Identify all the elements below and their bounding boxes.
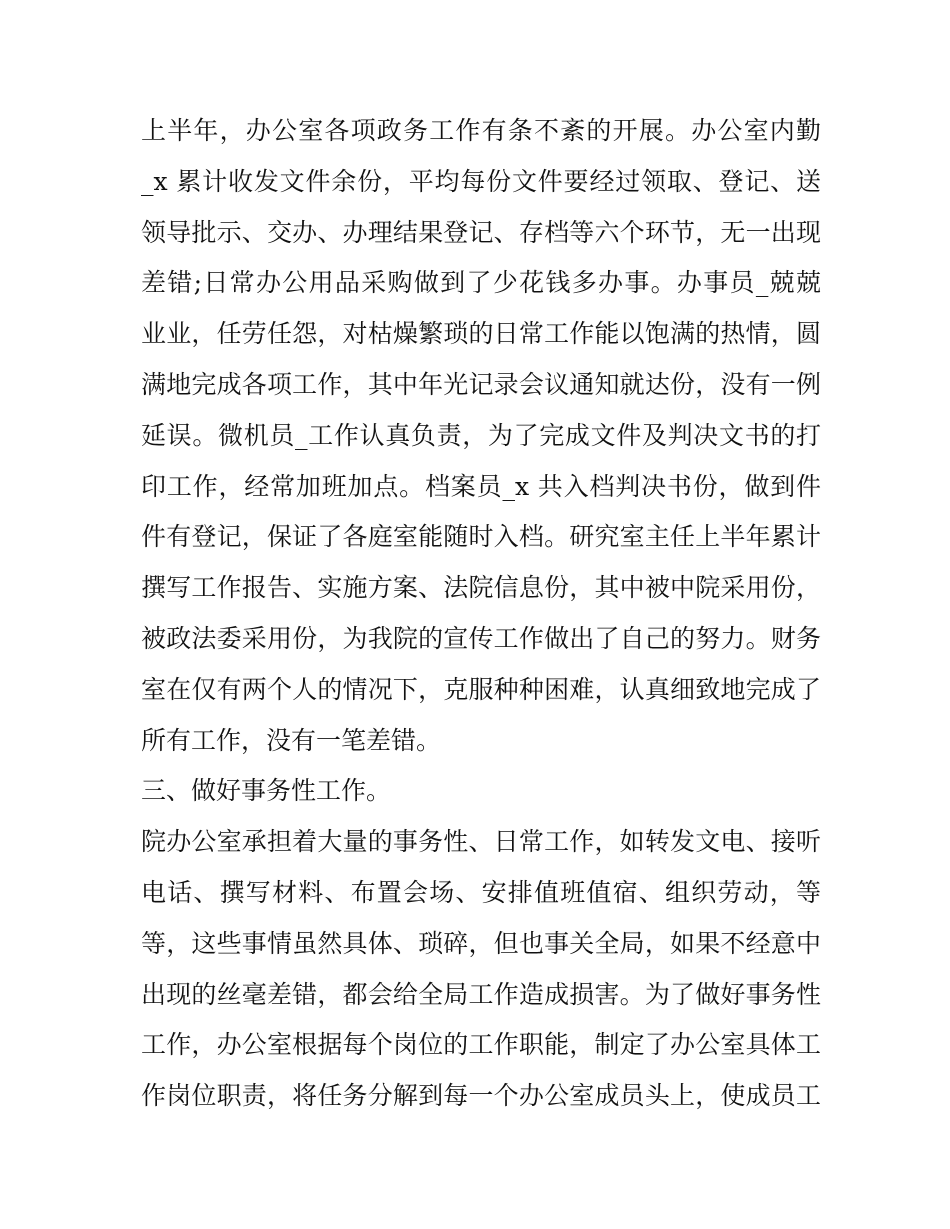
text-line: 所有工作，没有一笔差错。 [141, 725, 442, 755]
text-line: 电话、撰写材料、布置会场、安排值班值宿、组织劳动，等 [141, 877, 821, 907]
text-line: 等，这些事情虽然具体、琐碎，但也事关全局，如果不经意中 [141, 928, 821, 958]
text-line: 满地完成各项工作，其中年光记录会议通知就达份，没有一例 [141, 369, 821, 399]
text-line: 撰写工作报告、实施方案、法院信息份，其中被中院采用份， [141, 573, 821, 603]
text-line: 院办公室承担着大量的事务性、日常工作，如转发文电、接听 [141, 827, 821, 857]
text-line: 工作，办公室根据每个岗位的工作职能，制定了办公室具体工 [141, 1030, 821, 1060]
text-line: 印工作，经常加班加点。档案员_x 共入档判决书份，做到件 [141, 471, 821, 501]
text-line: 差错;日常办公用品采购做到了少花钱多办事。办事员_兢兢 [141, 268, 821, 298]
text-line: 领导批示、交办、办理结果登记、存档等六个环节，无一出现 [141, 217, 821, 247]
text-line: 上半年，办公室各项政务工作有条不紊的开展。办公室内勤 [141, 116, 821, 145]
text-line: 出现的丝毫差错，都会给全局工作造成损害。为了做好事务性 [141, 979, 821, 1009]
text-line: 延误。微机员_工作认真负责，为了完成文件及判决文书的打 [141, 420, 821, 450]
text-line: 业业，任劳任怨，对枯燥繁琐的日常工作能以饱满的热情，圆 [141, 319, 821, 349]
body-text [141, 106, 821, 1122]
text-line: 件有登记，保证了各庭室能随时入档。研究室主任上半年累计 [141, 522, 821, 552]
text-line: 室在仅有两个人的情况下，克服种种困难，认真细致地完成了 [141, 674, 821, 704]
text-line: _x 累计收发文件余份，平均每份文件要经过领取、登记、送 [141, 166, 821, 196]
text-line: 被政法委采用份，为我院的宣传工作做出了自己的努力。财务 [141, 623, 821, 653]
text-line: 作岗位职责，将任务分解到每一个办公室成员头上，使成员工 [141, 1081, 821, 1111]
section-heading: 三、做好事务性工作。 [141, 776, 392, 806]
